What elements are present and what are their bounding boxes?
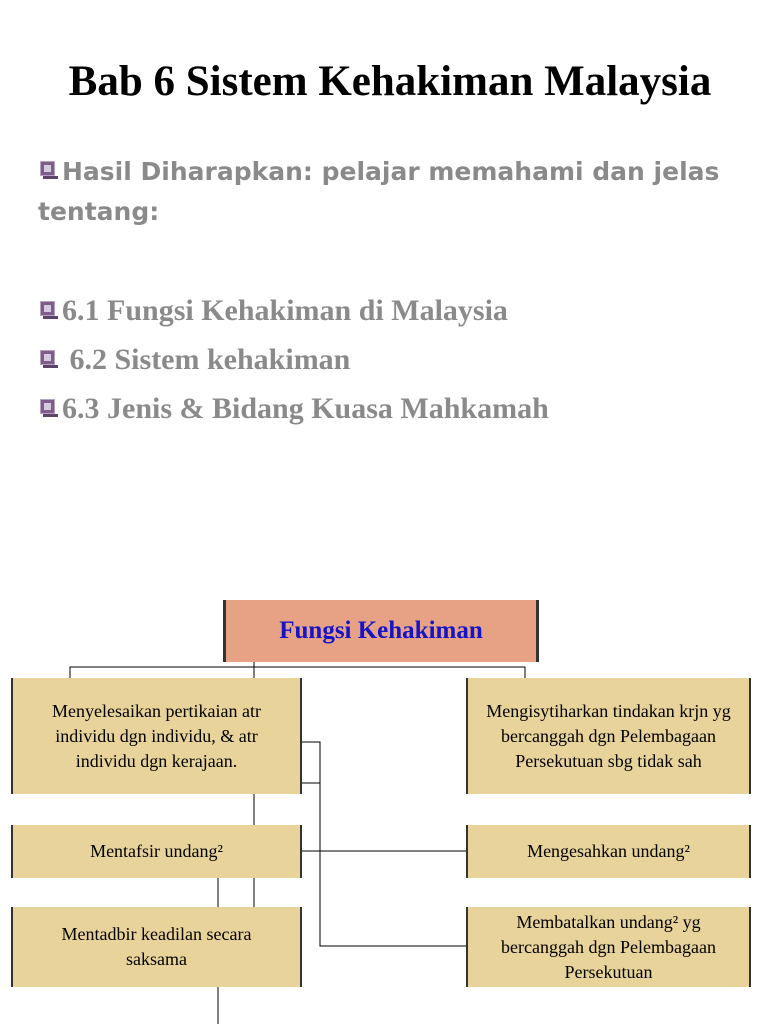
intro-text: Hasil Diharapkan: pelajar memahami dan jelas tentang:: [38, 157, 720, 226]
box-text: Menyelesaikan pertikaian atr individu dgn individu, & atr individu dgn kerajaan.: [52, 700, 261, 771]
diagram-box-left-3: [11, 907, 302, 987]
diagram-box-left-1: [11, 678, 302, 794]
box-text: Mengisytiharkan tindakan krjn yg bercanggah dgn Pelembagaan Persekutuan sbg tidak sah: [486, 700, 731, 771]
topic-label: 6.2 Sistem kehakiman: [69, 343, 351, 376]
diagram-box-right-1: [466, 678, 751, 794]
box-text: Mentadbir keadilan secara saksama: [61, 924, 252, 969]
box-text: Membatalkan undang² yg bercanggah dgn Pelembagaan Persekutuan: [501, 911, 716, 982]
diagram-box-right-3: [466, 907, 751, 987]
diagram-box-left-2: [11, 825, 302, 878]
box-text: Mengesahkan undang²: [527, 841, 690, 861]
topic-label: 6.3 Jenis & Bidang Kuasa Mahkamah: [62, 392, 549, 425]
connector-top-branch: [70, 667, 525, 678]
diagram-root-box: Fungsi Kehakiman: [223, 600, 539, 662]
diagram-box-right-2: [466, 825, 751, 878]
box-text: Mentafsir undang²: [90, 841, 223, 861]
slide-title: Bab 6 Sistem Kehakiman Malaysia: [68, 58, 712, 105]
topic-label: 6.1 Fungsi Kehakiman di Malaysia: [62, 294, 508, 327]
